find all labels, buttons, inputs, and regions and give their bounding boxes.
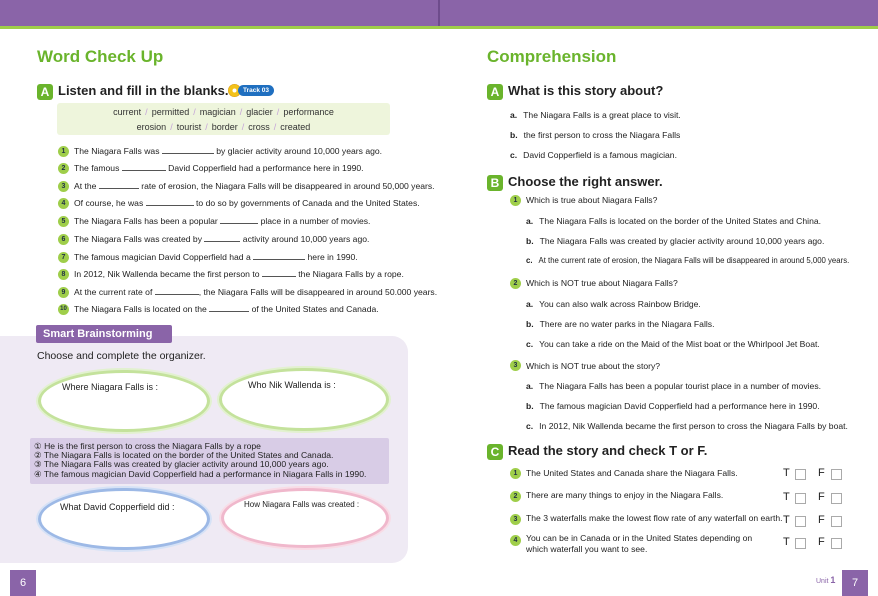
question-2-text: Which is NOT true about Niagara Falls? (526, 278, 678, 288)
comp-part-a-badge: A (487, 84, 503, 100)
organizer-bubble-copperfield[interactable] (38, 488, 210, 550)
page-number-right: 7 (842, 570, 868, 596)
word-bank-word: created (280, 122, 311, 132)
answer-blank[interactable] (155, 287, 199, 295)
true-label: T (783, 467, 790, 479)
false-checkbox[interactable] (831, 469, 842, 480)
q1-option-b[interactable]: b. The Niagara Falls was created by glacier activity around 10,000 years ago. (526, 236, 825, 246)
item-number: 8 (58, 269, 69, 280)
brainstorming-instruction: Choose and complete the organizer. (37, 350, 206, 362)
answer-blank[interactable] (253, 252, 305, 260)
page-number-left: 6 (10, 570, 36, 596)
item-number: 2 (58, 163, 69, 174)
fill-blank-item-6: The Niagara Falls was created by activity around 10,000 years ago. (74, 234, 370, 244)
comp-part-c-heading: Read the story and check T or F. (508, 443, 708, 458)
true-label: T (783, 514, 790, 526)
q3-option-b[interactable]: b. The famous magician David Copperfield had a performance here in 1990. (526, 401, 820, 411)
q2-option-c[interactable]: c. You can take a ride on the Maid of the Mist boat or the Whirlpool Jet Boat. (526, 339, 820, 349)
item-number: 6 (58, 234, 69, 245)
true-checkbox[interactable] (795, 493, 806, 504)
statement-3-text: The 3 waterfalls make the lowest flow rate of any waterfall on earth. (526, 513, 783, 523)
part-a-heading: Listen and fill in the blanks. (58, 83, 229, 98)
true-checkbox[interactable] (795, 538, 806, 549)
word-bank (57, 103, 390, 135)
organizer-label-created: How Niagara Falls was created : (244, 500, 360, 509)
statement-number: 4 (510, 535, 521, 546)
comp-part-b-heading: Choose the right answer. (508, 174, 663, 189)
false-label: F (818, 536, 825, 548)
fill-blank-item-4: Of course, he was to do so by governments of Canada and the United States. (74, 198, 420, 208)
facts-list (30, 438, 389, 484)
item-number: 9 (58, 287, 69, 298)
question-number: 1 (510, 195, 521, 206)
answer-blank[interactable] (122, 163, 166, 171)
statement-2-text: There are many things to enjoy in the Niagara Falls. (526, 490, 724, 500)
false-label: F (818, 491, 825, 503)
section-title-comprehension: Comprehension (487, 47, 617, 66)
statement-4-text-line-1: You can be in Canada or in the United States depending on (526, 533, 753, 543)
answer-blank[interactable] (99, 181, 139, 189)
item-number: 7 (58, 252, 69, 263)
statement-number: 3 (510, 514, 521, 525)
statement-1-text: The United States and Canada share the Niagara Falls. (526, 468, 738, 478)
word-bank-word: magician (199, 107, 236, 117)
item-number: 5 (58, 216, 69, 227)
fact-item: ③ The Niagara Falls was created by glacier activity around 10,000 years ago. (34, 459, 329, 470)
book-spine (438, 0, 440, 26)
organizer-bubble-who[interactable] (219, 368, 389, 431)
fill-blank-item-10: The Niagara Falls is located on the of the United States and Canada. (74, 304, 379, 314)
comp-a-option-b[interactable]: b. the first person to cross the Niagara Falls (510, 130, 681, 140)
comp-part-b-badge: B (487, 175, 503, 191)
true-checkbox[interactable] (795, 469, 806, 480)
top-banner-stripe (0, 26, 878, 29)
word-bank-word: glacier (246, 107, 273, 117)
q3-option-a[interactable]: a. The Niagara Falls has been a popular tourist place in a number of movies. (526, 381, 822, 391)
false-label: F (818, 514, 825, 526)
organizer-bubble-created[interactable] (221, 488, 389, 548)
comp-a-option-a[interactable]: a. The Niagara Falls is a great place to visit. (510, 110, 681, 120)
fact-item: ② The Niagara Falls is located on the border of the United States and Canada. (34, 450, 334, 461)
word-bank-word: performance (283, 107, 334, 117)
statement-4-text-line-2: which waterfall you want to see. (526, 544, 648, 554)
comp-part-c-badge: C (487, 444, 503, 460)
item-number: 1 (58, 146, 69, 157)
answer-blank[interactable] (204, 234, 240, 242)
section-title-word-check-up: Word Check Up (37, 47, 164, 66)
answer-blank[interactable] (262, 269, 296, 277)
organizer-label-where: Where Niagara Falls is : (62, 382, 159, 392)
fill-blank-item-9: At the current rate of , the Niagara Falls will be disappeared in around 50.000 years. (74, 287, 438, 297)
question-number: 2 (510, 278, 521, 289)
brainstorming-tab: Smart Brainstorming (36, 325, 172, 343)
fill-blank-item-7: The famous magician David Copperfield had a here in 1990. (74, 252, 358, 262)
question-1-text: Which is true about Niagara Falls? (526, 195, 658, 205)
word-bank-row-1: current / permitted / magician / glacier / performance (113, 107, 334, 117)
word-bank-word: permitted (151, 107, 190, 117)
fact-item: ④ The famous magician David Copperfield had a performance in Niagara Falls in 1990. (34, 468, 367, 479)
statement-number: 1 (510, 468, 521, 479)
comp-a-option-c[interactable]: c. David Copperfield is a famous magician. (510, 150, 677, 160)
true-checkbox[interactable] (795, 516, 806, 527)
word-bank-word: cross (248, 122, 270, 132)
true-label: T (783, 536, 790, 548)
fill-blank-item-2: The famous David Copperfield had a performance here in 1990. (74, 163, 364, 173)
comp-part-a-heading: What is this story about? (508, 83, 664, 98)
fill-blank-item-3: At the rate of erosion, the Niagara Falls will be disappeared in around 50,000 years. (74, 181, 435, 191)
answer-blank[interactable] (162, 146, 214, 154)
q3-option-c[interactable]: c. In 2012, Nik Wallenda became the first person to cross the Niagara Falls by boat. (526, 421, 848, 431)
item-number: 10 (58, 304, 69, 315)
q2-option-b[interactable]: b. There are no water parks in the Niagara Falls. (526, 319, 715, 329)
word-bank-word: border (211, 122, 238, 132)
question-3-text: Which is NOT true about the story? (526, 361, 661, 371)
fact-item: ① He is the first person to cross the Niagara Falls by a rope (34, 441, 261, 451)
word-bank-word: erosion (136, 122, 167, 132)
false-checkbox[interactable] (831, 538, 842, 549)
fill-blank-item-1: The Niagara Falls was by glacier activity around 10,000 years ago. (74, 146, 383, 156)
question-number: 3 (510, 360, 521, 371)
item-number: 3 (58, 181, 69, 192)
organizer-label-copperfield: What David Copperfield did : (60, 502, 175, 512)
part-a-badge: A (37, 84, 53, 100)
word-bank-word: tourist (176, 122, 202, 132)
word-bank-word: current (113, 107, 142, 117)
answer-blank[interactable] (220, 216, 258, 224)
q1-option-a[interactable]: a. The Niagara Falls is located on the border of the United States and China. (526, 216, 822, 226)
organizer-label-who: Who Nik Wallenda is : (248, 380, 336, 390)
false-label: F (818, 467, 825, 479)
false-checkbox[interactable] (831, 493, 842, 504)
statement-number: 2 (510, 491, 521, 502)
q2-option-a[interactable]: a. You can also walk across Rainbow Bridge. (526, 299, 701, 309)
q1-option-c[interactable]: c. At the current rate of erosion, the Niagara Falls will be disappeared in around 5,000 years. (526, 256, 850, 265)
item-number: 4 (58, 198, 69, 209)
fill-blank-item-5: The Niagara Falls has been a popular place in a number of movies. (74, 216, 371, 226)
answer-blank[interactable] (146, 198, 194, 206)
word-bank-row-2: erosion / tourist / border / cross / created (136, 122, 311, 132)
track-label: Track 03 (238, 85, 274, 96)
true-label: T (783, 491, 790, 503)
false-checkbox[interactable] (831, 516, 842, 527)
organizer-bubble-where[interactable] (38, 370, 210, 432)
answer-blank[interactable] (209, 304, 249, 312)
unit-label: Unit 1 (816, 575, 836, 585)
fill-blank-item-8: In 2012, Nik Wallenda became the first person to the Niagara Falls by a rope. (74, 269, 404, 279)
audio-track-button[interactable] (228, 84, 274, 97)
